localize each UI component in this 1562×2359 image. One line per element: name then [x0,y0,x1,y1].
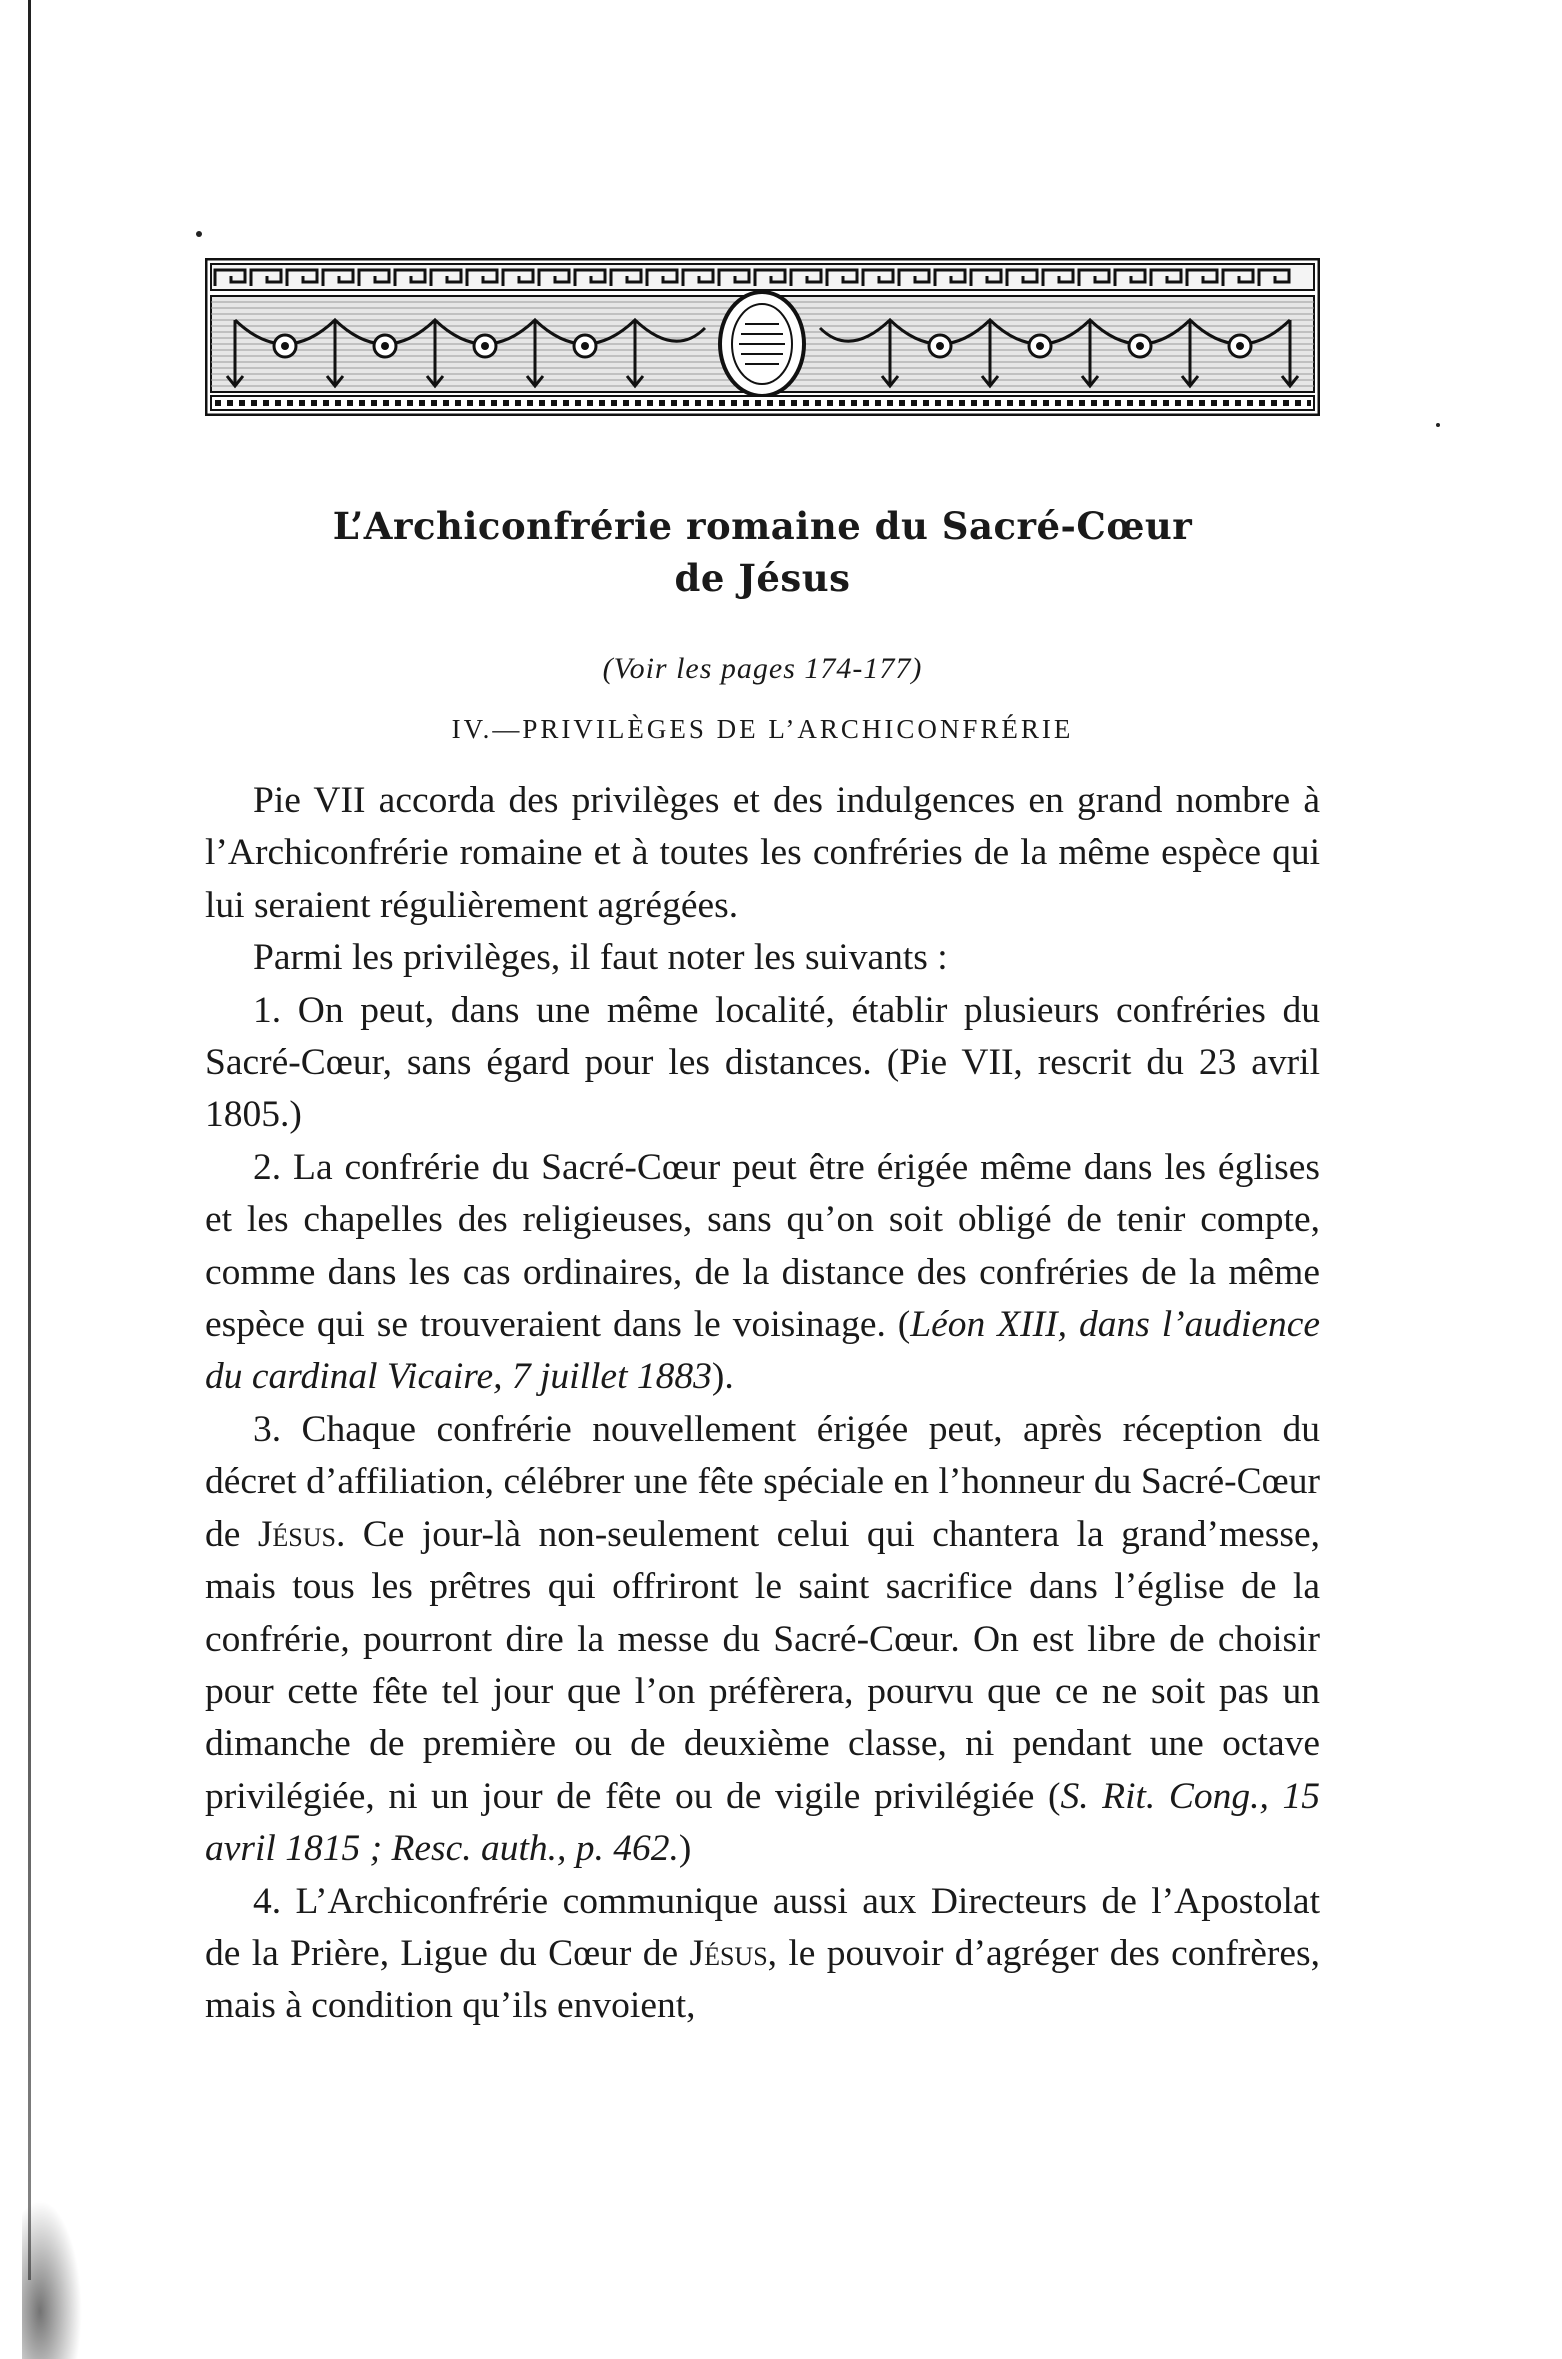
scan-corner-artifact [22,2200,82,2359]
privilege-3-jesus: Jésus [257,1513,336,1555]
paragraph-privileges-intro: Parmi les privilèges, il faut noter les suivants : [253,937,948,979]
privilege-4-text-a: 4. L’Archiconfrérie communique aussi aux Directeurs de l’Apostolat de la Prière, Ligue du Cœur de [205,1880,1320,1974]
cross-reference-note: (Voir les pages 174-177) [602,652,923,685]
stray-mark [196,231,202,237]
stray-mark [1436,423,1440,427]
privilege-3-text-b: . Ce jour-là non-seulement celui qui chantera la grand’messe, mais tous les prêtres qui offriront le saint sacrifice dans l’église de la confrérie, pourront dire la messe du Sacré-Cœur. On est libre de choisir pour cette fête tel jour que l’on préfèrera, pourvu que ce ne soit pas un dimanche de première ou de deuxième classe, ni pendant une octave privilégiée, ni un jour de fête ou de vigile privilégiée ( [205,1513,1320,1817]
body-text [205,775,1320,2033]
section-heading: IV.—PRIVILÈGES DE L’ARCHICONFRÉRIE [451,714,1074,744]
paragraph-privilege-2 [205,1142,1320,1404]
privilege-2-reference: Léon XIII, dans l’audience du cardinal Vicaire, 7 juillet 1883 [205,1304,1320,1398]
privilege-2-text: 2. La confrérie du Sacré-Cœur peut être érigée même dans les églises et les chapelles des religieuses, sans qu’on soit obligé de tenir compte, comme dans les cas ordinaires, de la distance des confréries de la même espèce qui se trouveraient dans le voisinage. ( [205,1146,1320,1346]
privilege-4-jesus: Jésus [689,1932,768,1974]
privilege-4-text-b: , le pouvoir d’agréger des confrères, mais à condition qu’ils envoient, [205,1932,1320,2027]
paragraph-privilege-3 [205,1404,1320,1876]
scan-edge-artifact [28,0,31,2280]
paragraph-privilege-1: 1. On peut, dans une même localité, établir plusieurs confréries du Sacré-Cœur, sans égard pour les distances. (Pie VII, rescrit du 23 avril 1805.) [205,989,1320,1136]
title-line-1: L’Archiconfrérie romaine du Sacré-Cœur [332,504,1193,548]
page-content [205,500,1320,2033]
title-line-2: de Jésus [674,556,851,600]
page-title [205,500,1320,604]
privilege-2-end: ). [711,1356,734,1398]
decorative-header-ornament [205,258,1320,416]
paragraph-intro: Pie VII accorda des privilèges et des indulgences en grand nombre à l’Archiconfrérie romaine et à toutes les confréries de la même espèce qui lui seraient régulièrement agrégées. [205,780,1320,926]
privilege-3-reference: S. Rit. Cong., 15 avril 1815 ; Resc. auth., p. 462. [205,1775,1320,1870]
paragraph-privilege-4 [205,1876,1320,2033]
privilege-3-text-a: 3. Chaque confrérie nouvellement érigée peut, après réception du décret d’affiliation, célébrer une fête spéciale en l’honneur du Sacré-Cœur de [205,1408,1320,1555]
privilege-3-end: ) [678,1828,692,1870]
